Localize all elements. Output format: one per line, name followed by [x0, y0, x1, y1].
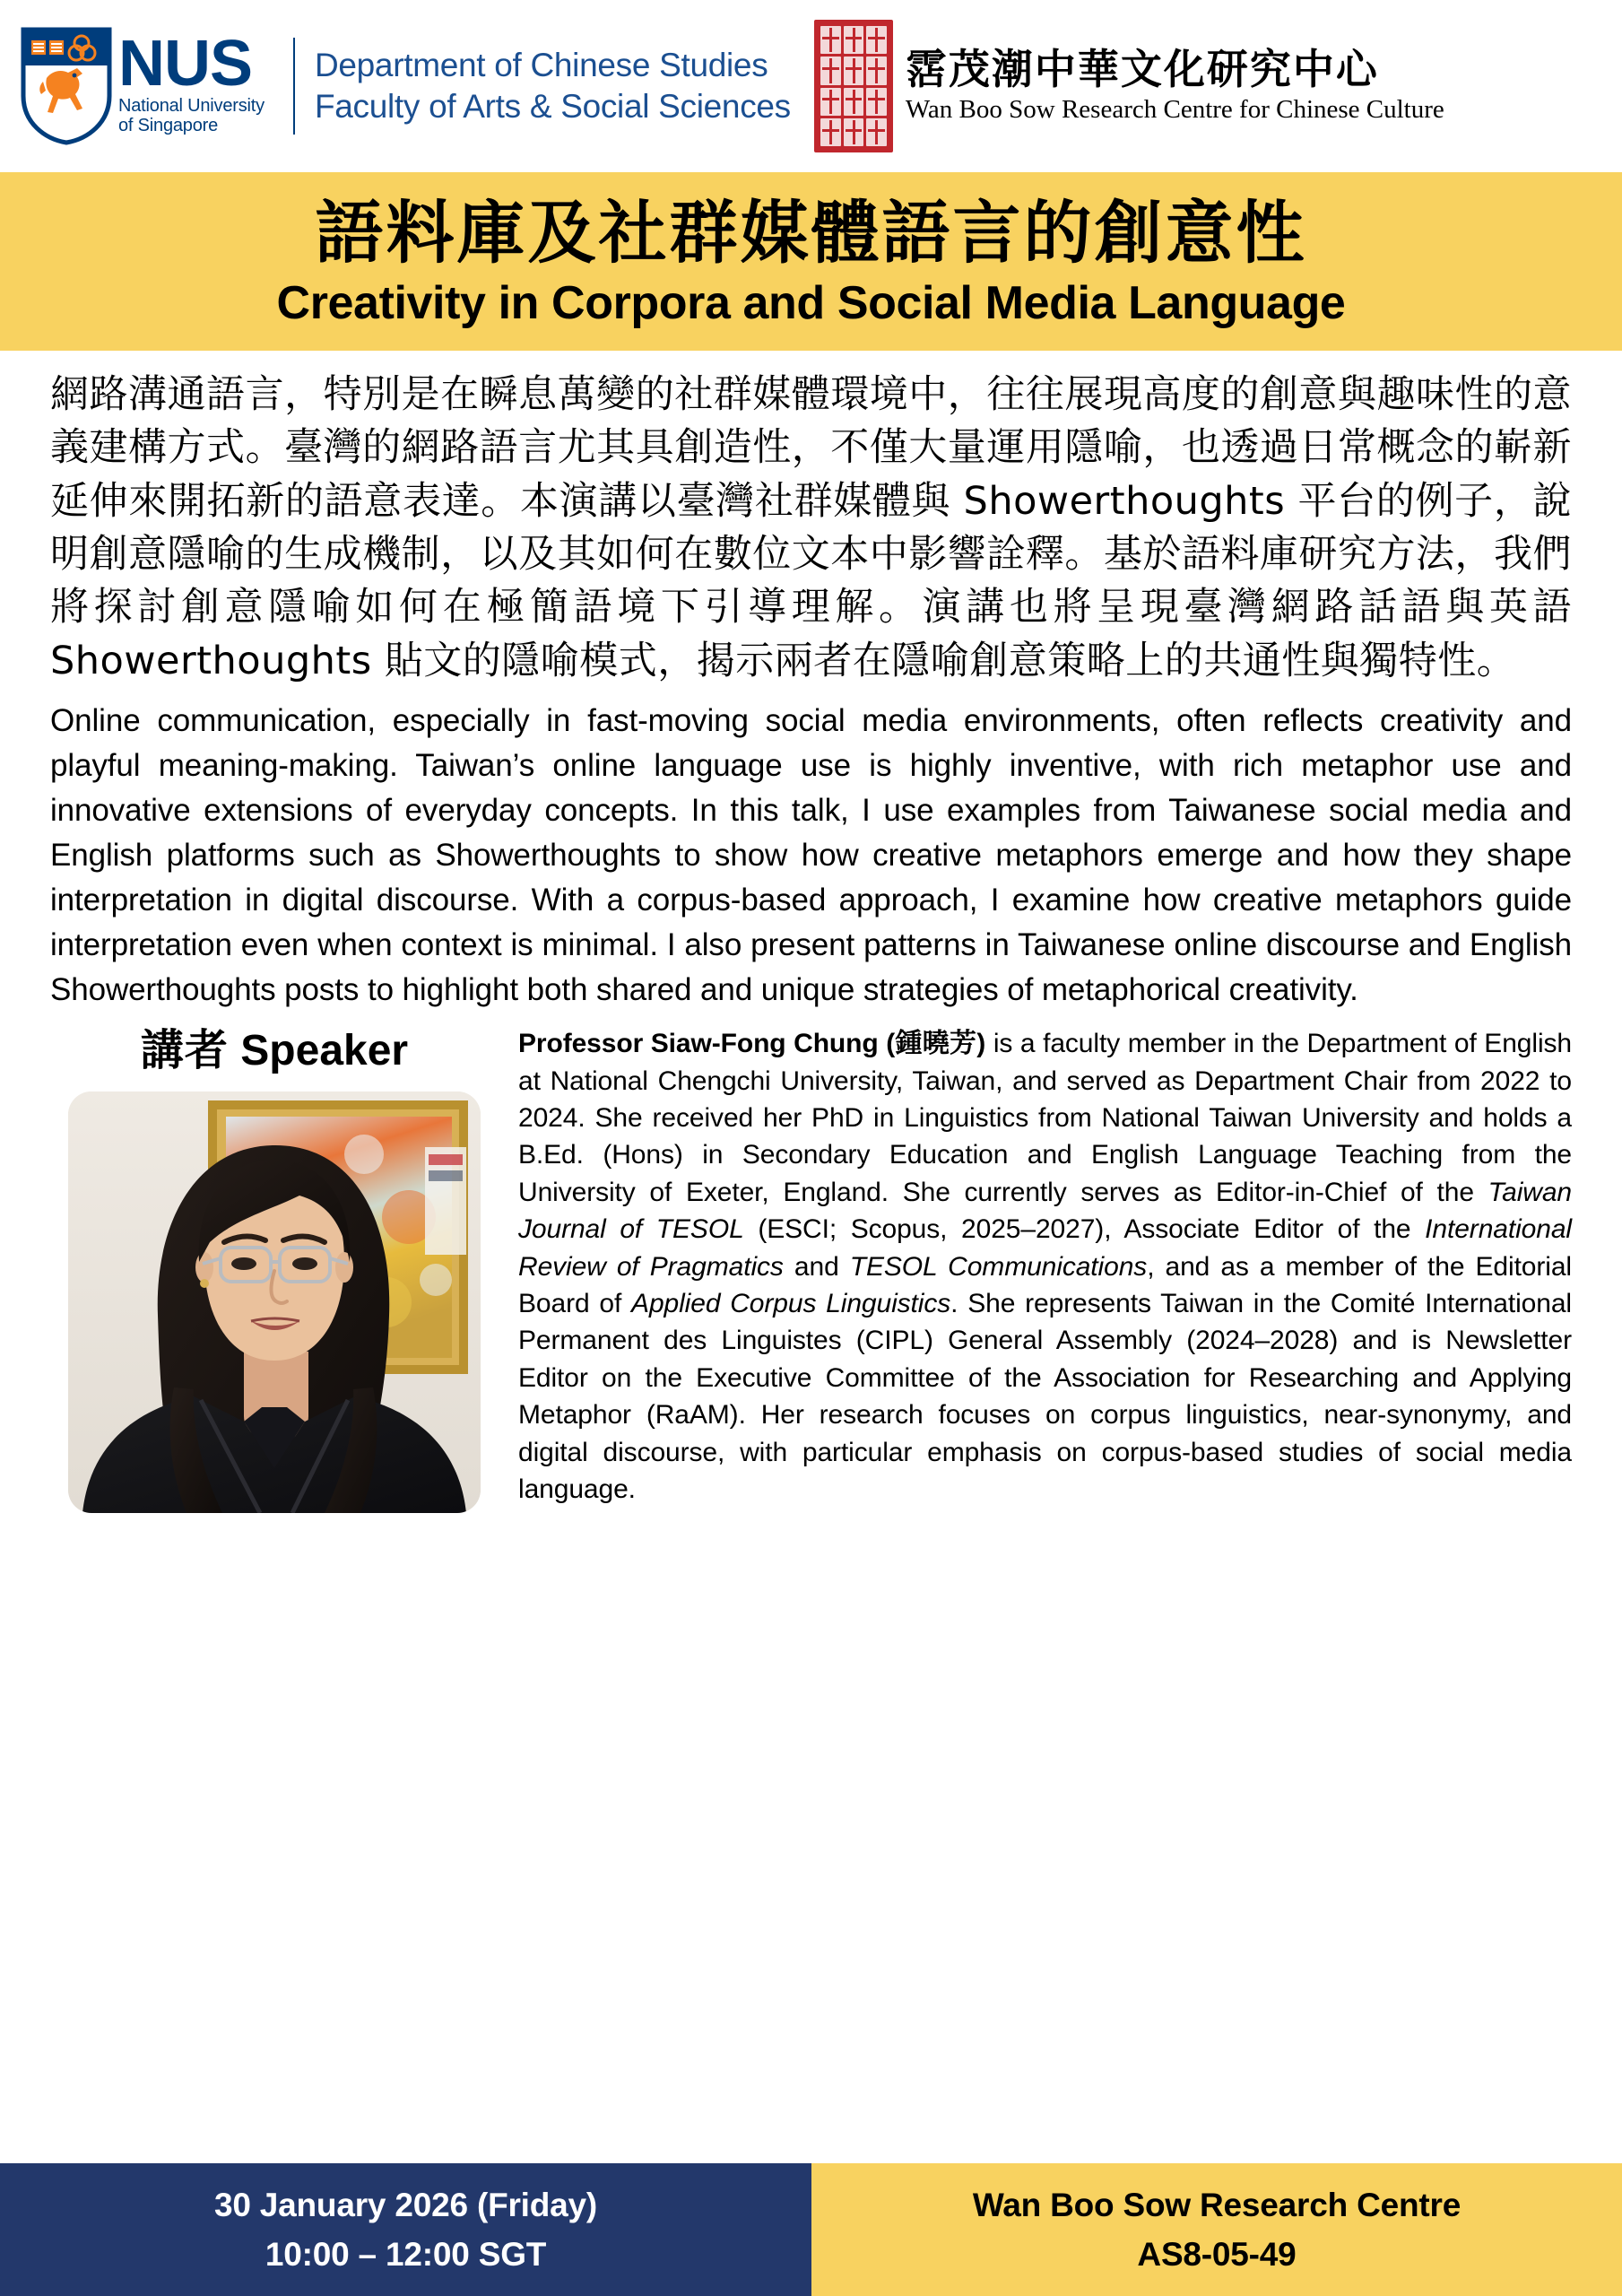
bio-segment: and: [783, 1251, 850, 1282]
department-name: [315, 45, 791, 128]
nus-wordmark: [118, 27, 265, 136]
speaker-biography: [499, 1025, 1572, 1513]
speaker-portrait-photo: [68, 1091, 481, 1513]
talk-title-chinese: 語料庫及社群媒體語言的創意性: [315, 193, 1307, 273]
poster-header: [0, 0, 1622, 172]
event-time: 10:00 – 12:00 SGT: [265, 2236, 547, 2273]
talk-title-english: Creativity in Corpora and Social Media Language: [276, 276, 1346, 329]
speaker-heading-english: Speaker: [240, 1027, 409, 1075]
nus-letters: NUS: [118, 27, 253, 100]
venue-room: AS8-05-49: [1137, 2236, 1297, 2273]
red-chinese-seal-stamp-icon: [814, 20, 893, 152]
nus-sub-line1: National University: [118, 95, 265, 116]
event-date: 30 January 2026 (Friday): [213, 2186, 598, 2223]
bio-segment: is a faculty member in the Department of English at National Chengchi University, Taiwan, and served as Department Chair from 2022 to 2024. She received her PhD in Linguistics from National Taiwan University and holds a B.Ed. (Hons) in Secondary Education and English Language Teaching from the University of Exeter, England. She currently serves as Editor-in-Chief of the: [518, 1029, 1572, 1207]
wan-boo-sow-chinese-name: 霑茂潮中華文化研究中心: [905, 44, 1379, 93]
venue-name: Wan Boo Sow Research Centre: [972, 2186, 1462, 2223]
bio-segment: (ESCI; Scopus, 2025–2027), Associate Editor of the: [743, 1214, 1426, 1245]
bio-segment: . She represents Taiwan in the Comité International Permanent des Linguistes (CIPL) General Assembly (2024–2028) and is Newsletter Editor on the Executive Committee of the Association for Researching and Applying Metaphor (RaAM). Her research focuses on corpus linguistics, near-synonymy, and digital discourse, with particular emphasis on corpus-based studies of social media language.: [518, 1288, 1572, 1504]
wan-boo-sow-logo-group: [814, 20, 1444, 152]
header-divider: [293, 38, 295, 135]
abstract-section: [0, 351, 1622, 1013]
nus-shield-lion-logo: [20, 26, 113, 146]
nus-sub-line2: of Singapore: [118, 115, 219, 135]
bio-segment: Taiwan Journal of TESOL: [518, 1177, 1572, 1245]
speaker-left-column: [50, 1025, 499, 1513]
poster-footer: [0, 2163, 1622, 2296]
speaker-section: [0, 1013, 1622, 1513]
bio-segment: International Review of Pragmatics: [518, 1214, 1572, 1282]
speaker-heading: [141, 1025, 408, 1077]
department-line-1: Department of Chinese Studies: [314, 46, 768, 83]
wan-boo-sow-english-name: Wan Boo Sow Research Centre for Chinese Culture: [905, 95, 1444, 125]
footer-datetime-block: [0, 2163, 811, 2296]
footer-venue-block: [811, 2163, 1622, 2296]
wan-boo-sow-text: [905, 44, 1444, 126]
abstract-english: Online communication, especially in fast-moving social media environments, often reflects creativity and playful meaning-making. Taiwan’s online language use is highly inventive, with rich metaphor use and innovative extensions of everyday concepts. In this talk, I use examples from Taiwanese social media and English platforms such as Showerthoughts to show how creative metaphors emerge and how they shape interpretation in digital discourse. With a corpus-based approach, I examine how creative metaphors guide interpretation even when context is minimal. I also present patterns in Taiwanese online discourse and English Showerthoughts posts to highlight both shared and unique strategies of metaphorical creativity.: [50, 702, 1572, 1008]
bio-segment: Applied Corpus Linguistics: [631, 1288, 951, 1318]
nus-logo-group: [20, 26, 273, 146]
bio-segment: , and as a member of the Editorial Board of: [518, 1251, 1572, 1318]
abstract-chinese: 網路溝通語言，特別是在瞬息萬變的社群媒體環境中，往往展現高度的創意與趣味性的意義建構方式。臺灣的網路語言尤其具創造性，不僅大量運用隱喻，也透過日常概念的嶄新延伸來開拓新的語意表達。本演講以臺灣社群媒體與 Showerthoughts 平台的例子，說明創意隱喻的生成機制，以及其如何在數位文本中影響詮釋。基於語料庫研究方法，我們將探討創意隱喻如何在極簡語境下引導理解。演講也將呈現臺灣網路話語與英語 Showerthoughts 貼文的隱喻模式，揭示兩者在隱喻創意策略上的共通性與獨特性。: [50, 371, 1572, 683]
bio-segment: TESOL Communications: [849, 1251, 1148, 1282]
speaker-heading-chinese: 講者: [140, 1025, 229, 1076]
bio-segment: Professor Siaw-Fong Chung (鍾曉芳): [518, 1029, 986, 1059]
title-banner: [0, 172, 1622, 351]
department-line-2: Faculty of Arts & Social Sciences: [314, 88, 791, 125]
